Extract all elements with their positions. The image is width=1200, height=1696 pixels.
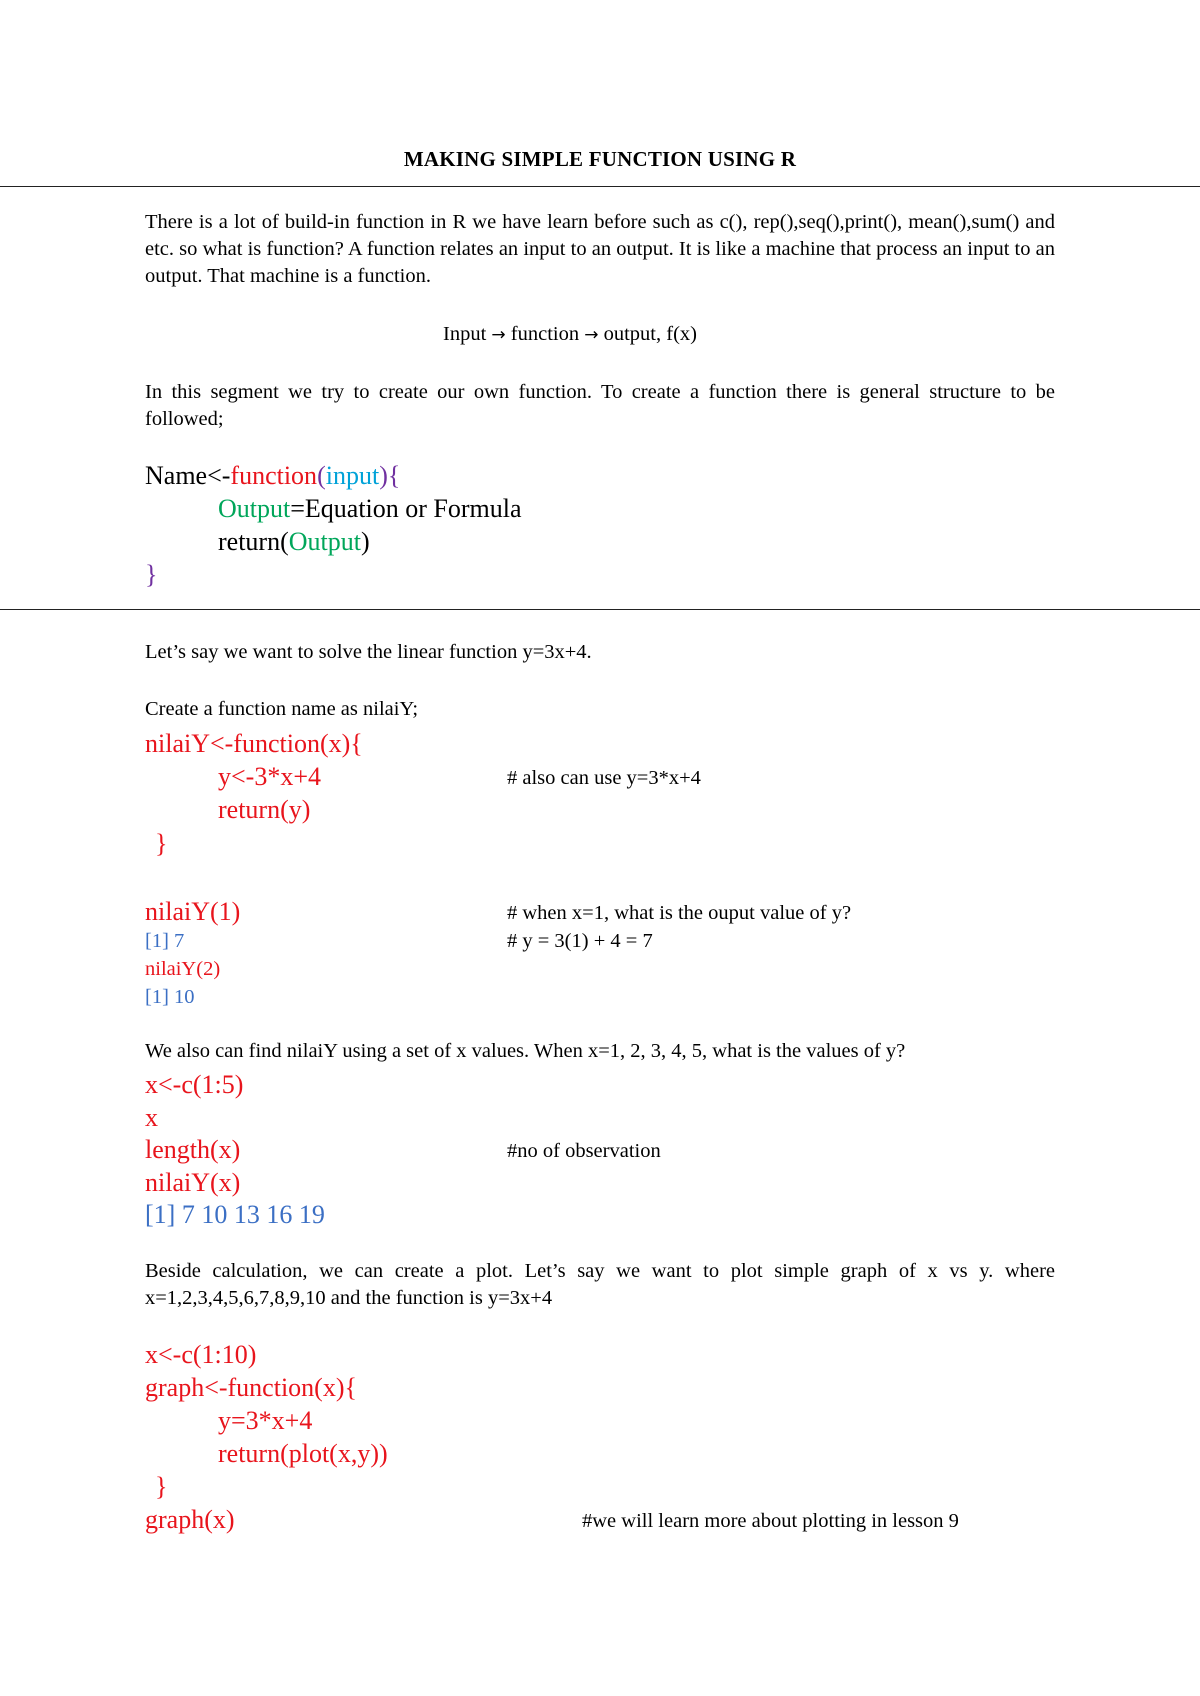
code-comment: #we will learn more about plotting in lesson 9 [582,1510,959,1532]
structure-return-output: Output [288,527,361,556]
code-line: } [155,829,168,858]
structure-return: return( [218,527,289,556]
structure-input: input [325,461,380,490]
code-output: [1] 7 10 13 16 19 [145,1200,325,1229]
code-comment: #no of observation [507,1140,661,1162]
code-line: return(y) [218,795,311,824]
code-comment: # when x=1, what is the ouput value of y? [507,902,852,924]
code-line: } [155,1472,168,1501]
code-line: nilaiY(1) [145,897,241,926]
code-comment: # y = 3(1) + 4 = 7 [507,930,653,952]
example2-intro: We also can find nilaiY using a set of x values. When x=1, 2, 3, 4, 5, what is the values of y? [145,1040,906,1062]
top-divider [0,186,1200,187]
code-line: x<-c(1:10) [145,1340,257,1369]
structure-brace-open: { [387,461,401,490]
code-line: length(x) [145,1135,241,1164]
example3-intro: Beside calculation, we can create a plot. Let’s say we want to plot simple graph of x vs y. where x=1,2,3,4,5,6,7,8,9,10 and the function is y=3x+4 [145,1260,1055,1309]
code-line: nilaiY(2) [145,958,221,980]
segment-intro: In this segment we try to create our own function. To create a function there is general structure to be followed; [145,381,1055,430]
code-comment: # also can use y=3*x+4 [507,767,701,789]
structure-paren-open: ( [317,461,326,490]
code-line: y<-3*x+4 [218,762,321,791]
code-line: x [145,1103,158,1132]
code-output: [1] 10 [145,986,195,1008]
structure-return-close: ) [360,527,370,556]
intro-paragraph: There is a lot of build-in function in R we have learn before such as c(), rep(),seq(),print(), mean(),sum() and etc. so what is function? A function relates an input to an output. It is like a machine that process an input to an output. That machine is a function. [145,211,1055,287]
structure-equation: =Equation or Formula [290,494,522,523]
structure-line-3 [218,527,370,557]
structure-function-keyword: function [230,461,318,490]
structure-output-keyword: Output [218,494,291,523]
structure-name: Name<- [145,461,231,490]
section-divider [0,609,1200,610]
code-line: nilaiY(x) [145,1168,241,1197]
code-line: graph(x) [145,1505,235,1534]
structure-line-1 [145,461,400,491]
structure-line-2 [218,494,522,524]
example1-create: Create a function name as nilaiY; [145,698,419,720]
structure-brace-close: } [145,560,158,589]
flow-function: function [510,323,580,345]
code-line: return(plot(x,y)) [218,1439,388,1468]
example1-intro: Let’s say we want to solve the linear function y=3x+4. [145,641,592,663]
arrow-right-icon: → [491,325,506,345]
code-line: y=3*x+4 [218,1406,313,1435]
function-flow [443,323,697,346]
arrow-right-icon: → [584,325,599,345]
code-line: x<-c(1:5) [145,1070,244,1099]
code-output: [1] 7 [145,930,185,952]
flow-input: Input [443,323,487,345]
code-line: graph<-function(x){ [145,1373,357,1402]
page-title: MAKING SIMPLE FUNCTION USING R [403,147,797,171]
code-line: nilaiY<-function(x){ [145,729,363,758]
flow-output: output, f(x) [603,323,697,345]
structure-paren-close: ) [379,461,388,490]
